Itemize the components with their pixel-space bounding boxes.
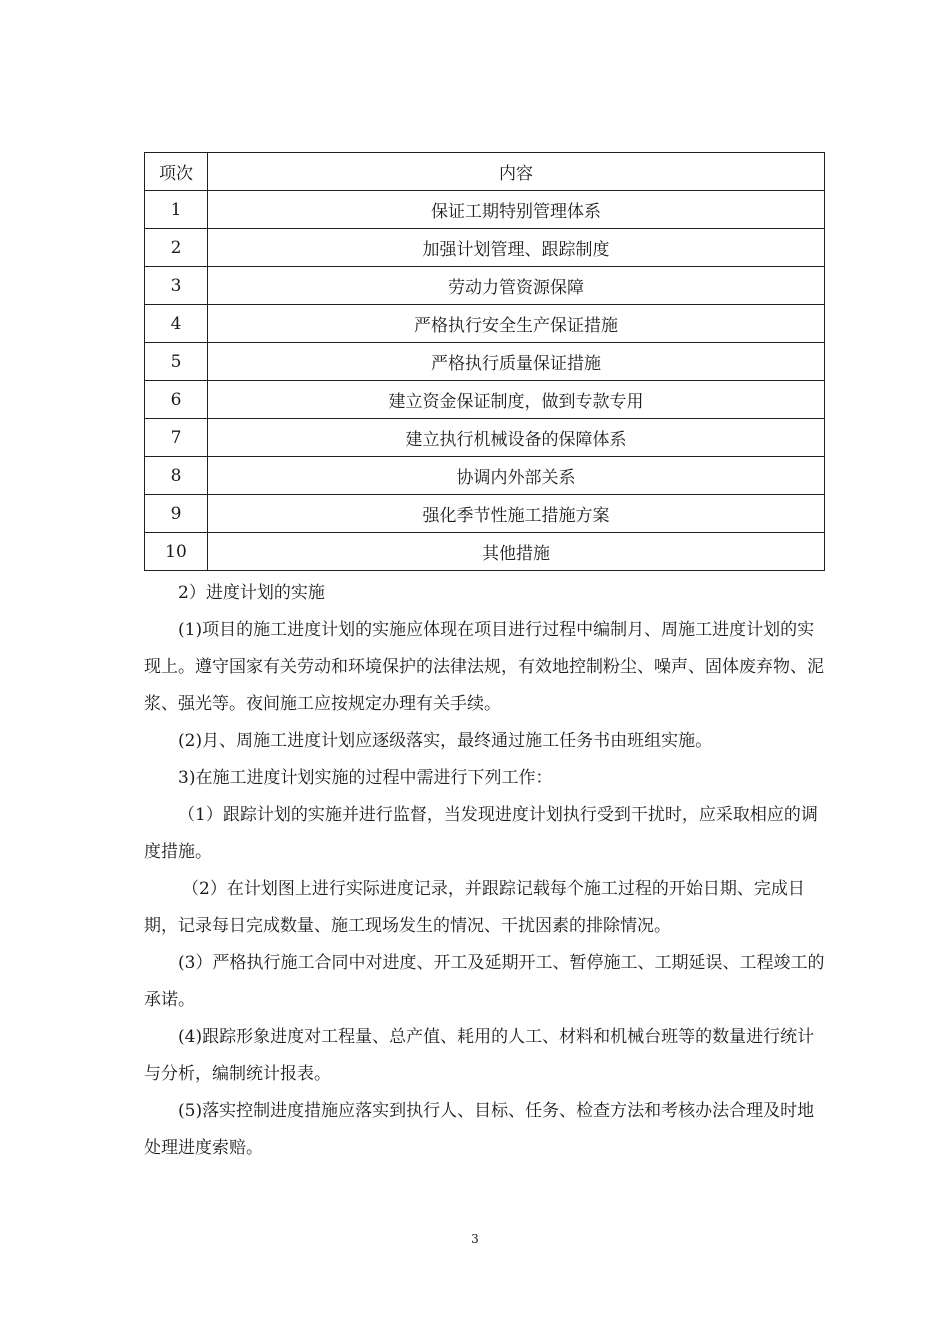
table-cell-index: 4	[145, 305, 208, 343]
table-header-row	[145, 153, 825, 191]
table-cell-content: 严格执行安全生产保证措施	[208, 305, 825, 343]
paragraph: （2）在计划图上进行实际进度记录，并跟踪记载每个施工过程的开始日期、完成日期，记录每日完成数量、施工现场发生的情况、干扰因素的排除情况。	[144, 879, 805, 936]
table-row	[145, 533, 825, 571]
table-row	[145, 343, 825, 381]
table-row	[145, 267, 825, 305]
table-cell-content: 加强计划管理、跟踪制度	[208, 229, 825, 267]
paragraph: （1）跟踪计划的实施并进行监督，当发现进度计划执行受到干扰时，应采取相应的调度措施。	[144, 805, 818, 862]
table-row	[145, 191, 825, 229]
body-text	[144, 575, 825, 1167]
table-cell-index: 5	[145, 343, 208, 381]
table-cell-index: 3	[145, 267, 208, 305]
paragraph: (1)项目的施工进度计划的实施应体现在项目进行过程中编制月、周施工进度计划的实现上。遵守国家有关劳动和环境保护的法律法规，有效地控制粉尘、噪声、固体废弃物、泥浆、强光等。夜间施工应按规定办理有关手续。	[144, 620, 824, 714]
paragraph: (3）严格执行施工合同中对进度、开工及延期开工、暂停施工、工期延误、工程竣工的承诺。	[144, 953, 825, 1010]
table-cell-index: 2	[145, 229, 208, 267]
table-row	[145, 495, 825, 533]
page-number: 3	[471, 1232, 479, 1246]
paragraph: (2)月、周施工进度计划应逐级落实，最终通过施工任务书由班组实施。	[178, 731, 713, 751]
table-cell-index: 6	[145, 381, 208, 419]
measures-table	[144, 152, 825, 571]
table-cell-content: 劳动力管资源保障	[208, 267, 825, 305]
table-row	[145, 457, 825, 495]
table-cell-content: 建立执行机械设备的保障体系	[208, 419, 825, 457]
table-header-cell: 项次	[145, 153, 208, 191]
table-cell-index: 9	[145, 495, 208, 533]
table-cell-content: 建立资金保证制度，做到专款专用	[208, 381, 825, 419]
table-row	[145, 419, 825, 457]
paragraph: (4)跟踪形象进度对工程量、总产值、耗用的人工、材料和机械台班等的数量进行统计与分析，编制统计报表。	[144, 1027, 815, 1084]
table-cell-content: 严格执行质量保证措施	[208, 343, 825, 381]
table-cell-index: 10	[145, 533, 208, 571]
table-cell-content: 强化季节性施工措施方案	[208, 495, 825, 533]
table-row	[145, 229, 825, 267]
table-cell-index: 8	[145, 457, 208, 495]
table-cell-content: 保证工期特别管理体系	[208, 191, 825, 229]
table-cell-content: 其他措施	[208, 533, 825, 571]
table-cell-index: 7	[145, 419, 208, 457]
paragraph: (5)落实控制进度措施应落实到执行人、目标、任务、检查方法和考核办法合理及时地处理进度索赔。	[144, 1101, 815, 1158]
section-heading: 3)在施工进度计划实施的过程中需进行下列工作：	[178, 768, 553, 788]
table-header-cell: 内容	[208, 153, 825, 191]
table-row	[145, 305, 825, 343]
section-heading: 2）进度计划的实施	[178, 583, 325, 603]
table-cell-index: 1	[145, 191, 208, 229]
table-row	[145, 381, 825, 419]
table-cell-content: 协调内外部关系	[208, 457, 825, 495]
